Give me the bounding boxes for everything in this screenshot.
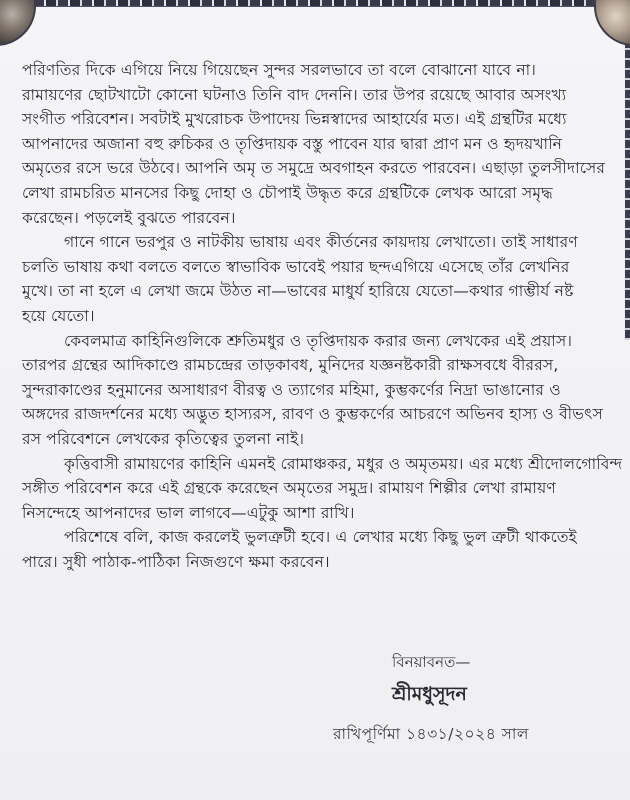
text-line: নিসন্দেহে আপনাদের ভাল লাগবে—এটুকু আশা রাখি। — [22, 503, 355, 522]
text-line: সঙ্গীত পরিবেশন করে এই গ্রন্থকে করেছেন অমৃতের সমুদ্র। রামায়ণ শিল্পীর লেখা রামায়ণ — [22, 479, 556, 498]
text-line: পারে। সুধী পাঠাক-পাঠিকা নিজগুণে ক্ষমা করবেন। — [22, 552, 330, 571]
signature-closing: বিনয়াবনত— — [392, 653, 471, 671]
text-line: গানে গানে ভরপুর ও নাটকীয় ভাষায় এবং কীর্তনের কায়দায় লেখাতো। তাই সাধারণ — [64, 233, 578, 252]
author-name: শ্রীমধুসূদন — [392, 683, 467, 705]
text-line: করেছেন। পড়লেই বুঝতে পারবেন। — [22, 208, 236, 227]
text-line: চলতি ভাষায় কথা বলতে বলতে স্বাভাবিক ভাবেই পয়ার ছন্দএগিয়ে এসেছে তাঁর লেখনির — [22, 257, 570, 276]
text-line: সংগীত পরিবেশন। সবটাই মুখরোচক উপাদেয় ভিন্নস্বাদের আহার্যের মত। এই গ্রন্থটির মধ্যে — [22, 110, 567, 129]
portrait-left-icon — [0, 0, 36, 46]
text-line: অমৃতের রসে ভরে উঠবে। আপনি অমৃ ত সমুদ্রে অবগাহন করতে পারবেন। এছাড়া তুলসীদাসের — [22, 159, 606, 178]
document-body — [22, 58, 623, 574]
signature-date: রাখিপূর্ণিমা ১৪৩১/২০২৪ সাল — [333, 725, 529, 743]
portrait-right-icon — [594, 0, 630, 46]
text-line: মুখে। তা না হলে এ লেখা জমে উঠত না—ভাবের মাধুর্য হারিয়ে যেতো—কথার গাম্ভীর্য নষ্ট — [22, 282, 574, 301]
text-line: পরিশেষে বলি, কাজ করলেই ভুলত্রুটী হবে। এ লেখার মধ্যে কিছু ভুল ত্রুটী থাকতেই — [64, 528, 577, 547]
text-line: লেখা রামচরিত মানসের কিছু দোহা ও চৌপাই উদ্ধৃত করে গ্রন্থটিকে লেখক আরো সমৃদ্ধ — [22, 183, 553, 202]
text-line: রামায়ণের ছোটখাটো কোনো ঘটনাও তিনি বাদ দেননি। তার উপর রয়েছে আবার অসংখ্য — [22, 85, 567, 104]
paragraph-5 — [22, 525, 602, 574]
decorative-top-border — [22, 0, 602, 7]
text-line: অঙ্গদের রাজদর্শনের মধ্যে অদ্ভুত হাস্যরস, রাবণ ও কুম্ভকর্ণের আচরণে অভিনব হাস্য ও বীভৎস — [22, 405, 603, 424]
text-line: সুন্দরাকাণ্ডের হনুমানের অসাধারণ বীরত্ব ও ত্যাগের মহিমা, কুম্ভকর্ণের নিদ্রা ভাঙানোর ও — [22, 380, 561, 399]
text-line: আপনাদের অজানা বহু রুচিকর ও তৃপ্তিদায়ক বস্তু পাবেন যার দ্বারা প্রাণ মন ও হৃদয়খানি — [22, 134, 563, 153]
decorative-right-border — [625, 40, 630, 340]
text-line: হয়ে যেতো। — [22, 306, 95, 325]
text-line: পরিণতির দিকে এগিয়ে নিয়ে গিয়েছেন সুন্দর সরলভাবে তা বলে বোঝানো যাবে না। — [22, 61, 537, 79]
paragraph-1 — [22, 58, 606, 230]
text-line: রস পরিবেশনে লেখকের কৃতিত্বের তুলনা নাই। — [22, 429, 305, 448]
paragraph-3 — [22, 329, 602, 452]
paragraph-2 — [22, 230, 602, 328]
paragraph-4 — [22, 452, 623, 526]
text-line: তারপর গ্রন্থের আদিকাণ্ডে রামচন্দ্রের তাড়কাবধ, মুনিদের যজ্ঞনষ্টকারী রাক্ষসবধে বীররস, — [22, 356, 559, 375]
text-line: কৃত্তিবাসী রামায়ণের কাহিনি এমনই রোমাঞ্চকর, মধুর ও অমৃতময়। এর মধ্যে শ্রীদোলগোবিন্দ — [64, 454, 623, 473]
text-line: কেবলমাত্র কাহিনিগুলিকে শ্রুতিমধুর ও তৃপ্তিদায়ক করার জন্য লেখকের এই প্রয়াস। — [64, 331, 573, 350]
